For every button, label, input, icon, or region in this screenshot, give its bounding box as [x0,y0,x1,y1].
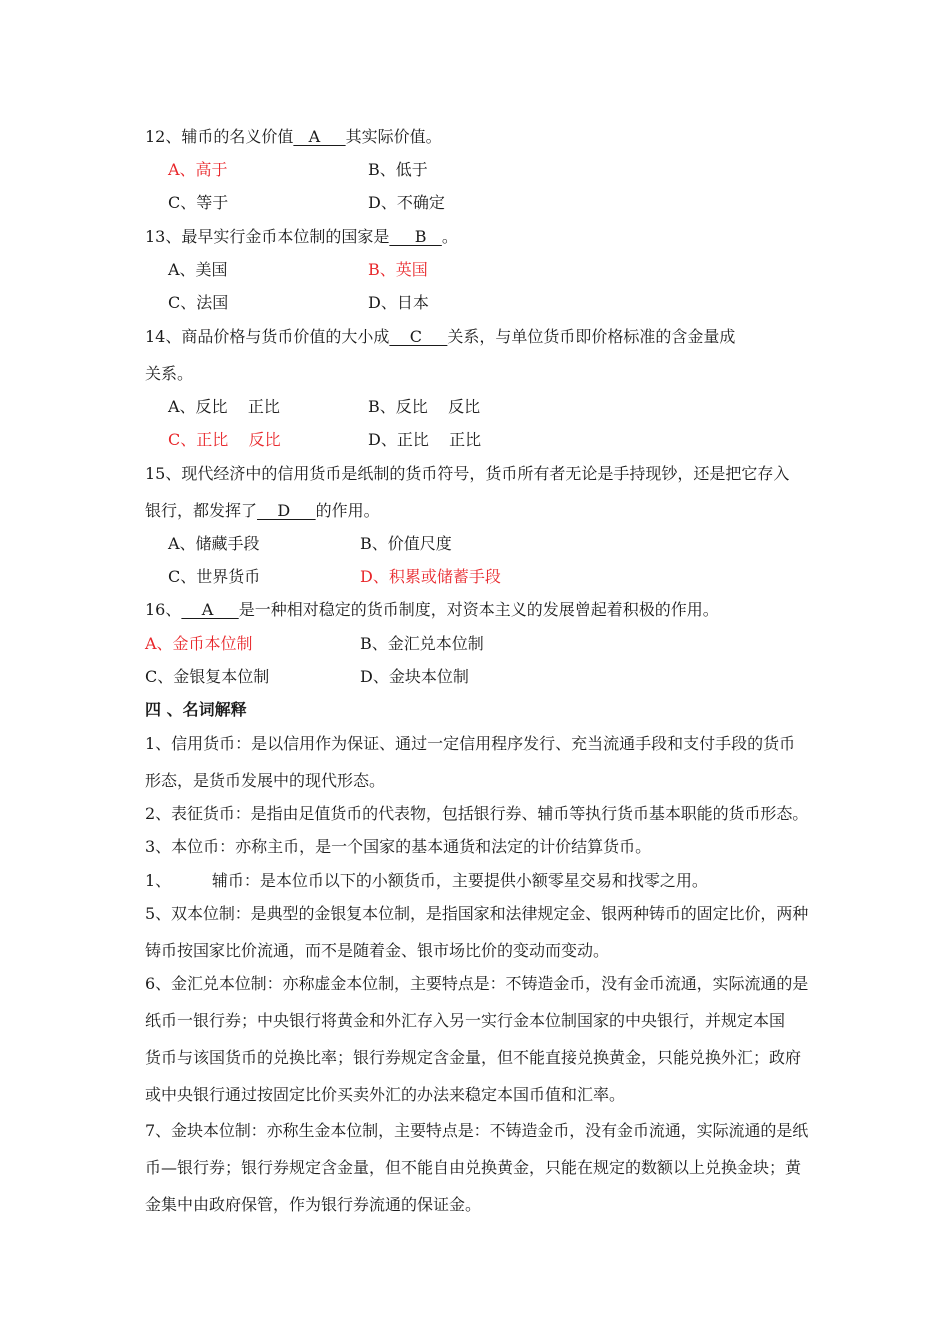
option-c: C、法国 [168,293,229,312]
option-a: A、储藏手段 [168,534,260,553]
option-a: A、高于 [168,160,228,179]
option-a: A、美国 [168,260,228,279]
stem-text: 关系，与单位货币即价格标准的含金量成 [447,327,736,346]
option-a: A、反比 正比 [168,397,280,416]
definition-line: 金集中由政府保管，作为银行券流通的保证金。 [145,1195,482,1214]
stem-text: 其实际价值。 [345,127,442,146]
stem-text: 14、商品价格与货币价值的大小成 [145,327,390,346]
definition-line: 2、表征货币：是指由足值货币的代表物，包括银行券、辅币等执行货币基本职能的货币形态。 [145,804,809,823]
stem-text: 。 [441,227,458,246]
section-title: 四 、名词解释 [145,700,247,719]
stem-text: 12、辅币的名义价值 [145,127,294,146]
answer-blank: C [389,327,448,346]
definition-line: 或中央银行通过按固定比价买卖外汇的办法来稳定本国币值和汇率。 [145,1085,626,1104]
stem-text: 13、最早实行金币本位制的国家是 [145,227,390,246]
question-14-stem [145,327,735,347]
stem-text: 的作用。 [315,501,380,520]
answer-blank: A [293,127,346,146]
answer-blank: B [389,227,442,246]
option-d: D、正比 正比 [368,430,482,449]
definition-line: 6、金汇兑本位制：亦称虚金本位制，主要特点是：不铸造金币，没有金币流通，实际流通的是 [145,974,809,993]
option-a: A、金币本位制 [145,634,253,653]
stem-text: 16、 [145,600,182,619]
option-c: C、世界货币 [168,567,261,586]
option-b: B、价值尺度 [360,534,452,553]
definition-line: 7、金块本位制：亦称生金本位制，主要特点是：不铸造金币，没有金币流通，实际流通的是纸 [145,1121,809,1140]
definition-line: 1、信用货币：是以信用作为保证、通过一定信用程序发行、充当流通手段和支付手段的货币 [145,734,796,753]
definition-line: 币—银行券；银行券规定含金量，但不能自由兑换黄金，只能在规定的数额以上兑换金块；黄 [145,1158,802,1177]
question-15-stem: 15、现代经济中的信用货币是纸制的货币符号，货币所有者无论是手持现钞，还是把它存入 [145,464,790,483]
question-16-stem [145,600,719,620]
definition-line: 1、 辅币：是本位币以下的小额货币，主要提供小额零星交易和找零之用。 [145,871,708,890]
answer-blank: D [257,501,316,520]
option-c: C、等于 [168,193,229,212]
option-c: C、正比 反比 [168,430,281,449]
definition-line: 铸币按国家比价流通，而不是随着金、银市场比价的变动而变动。 [145,941,610,960]
question-15-stem-line2 [145,501,380,521]
definition-line: 形态，是货币发展中的现代形态。 [145,771,386,790]
question-14-stem-line2: 关系。 [145,364,194,383]
option-b: B、金汇兑本位制 [360,634,484,653]
definition-line: 货币与该国货币的兑换比率；银行券规定含金量，但不能直接兑换黄金，只能兑换外汇；政府 [145,1048,802,1067]
definition-line: 5、双本位制：是典型的金银复本位制，是指国家和法律规定金、银两种铸币的固定比价，两种 [145,904,809,923]
option-d: D、金块本位制 [360,667,469,686]
stem-text: 银行，都发挥了 [145,501,258,520]
answer-blank: A [181,600,239,619]
stem-text: 是一种相对稳定的货币制度，对资本主义的发展曾起着积极的作用。 [238,600,719,619]
definition-line: 3、本位币：亦称主币，是一个国家的基本通货和法定的计价结算货币。 [145,837,652,856]
question-13-stem [145,227,458,247]
option-c: C、金银复本位制 [145,667,270,686]
question-12-stem [145,127,442,147]
definition-line: 纸币一银行券；中央银行将黄金和外汇存入另一实行金本位制国家的中央银行，并规定本国 [145,1011,786,1030]
option-d: D、积累或储蓄手段 [360,567,501,586]
option-b: B、低于 [368,160,428,179]
option-d: D、日本 [368,293,429,312]
option-d: D、不确定 [368,193,445,212]
option-b: B、英国 [368,260,428,279]
option-b: B、反比 反比 [368,397,481,416]
